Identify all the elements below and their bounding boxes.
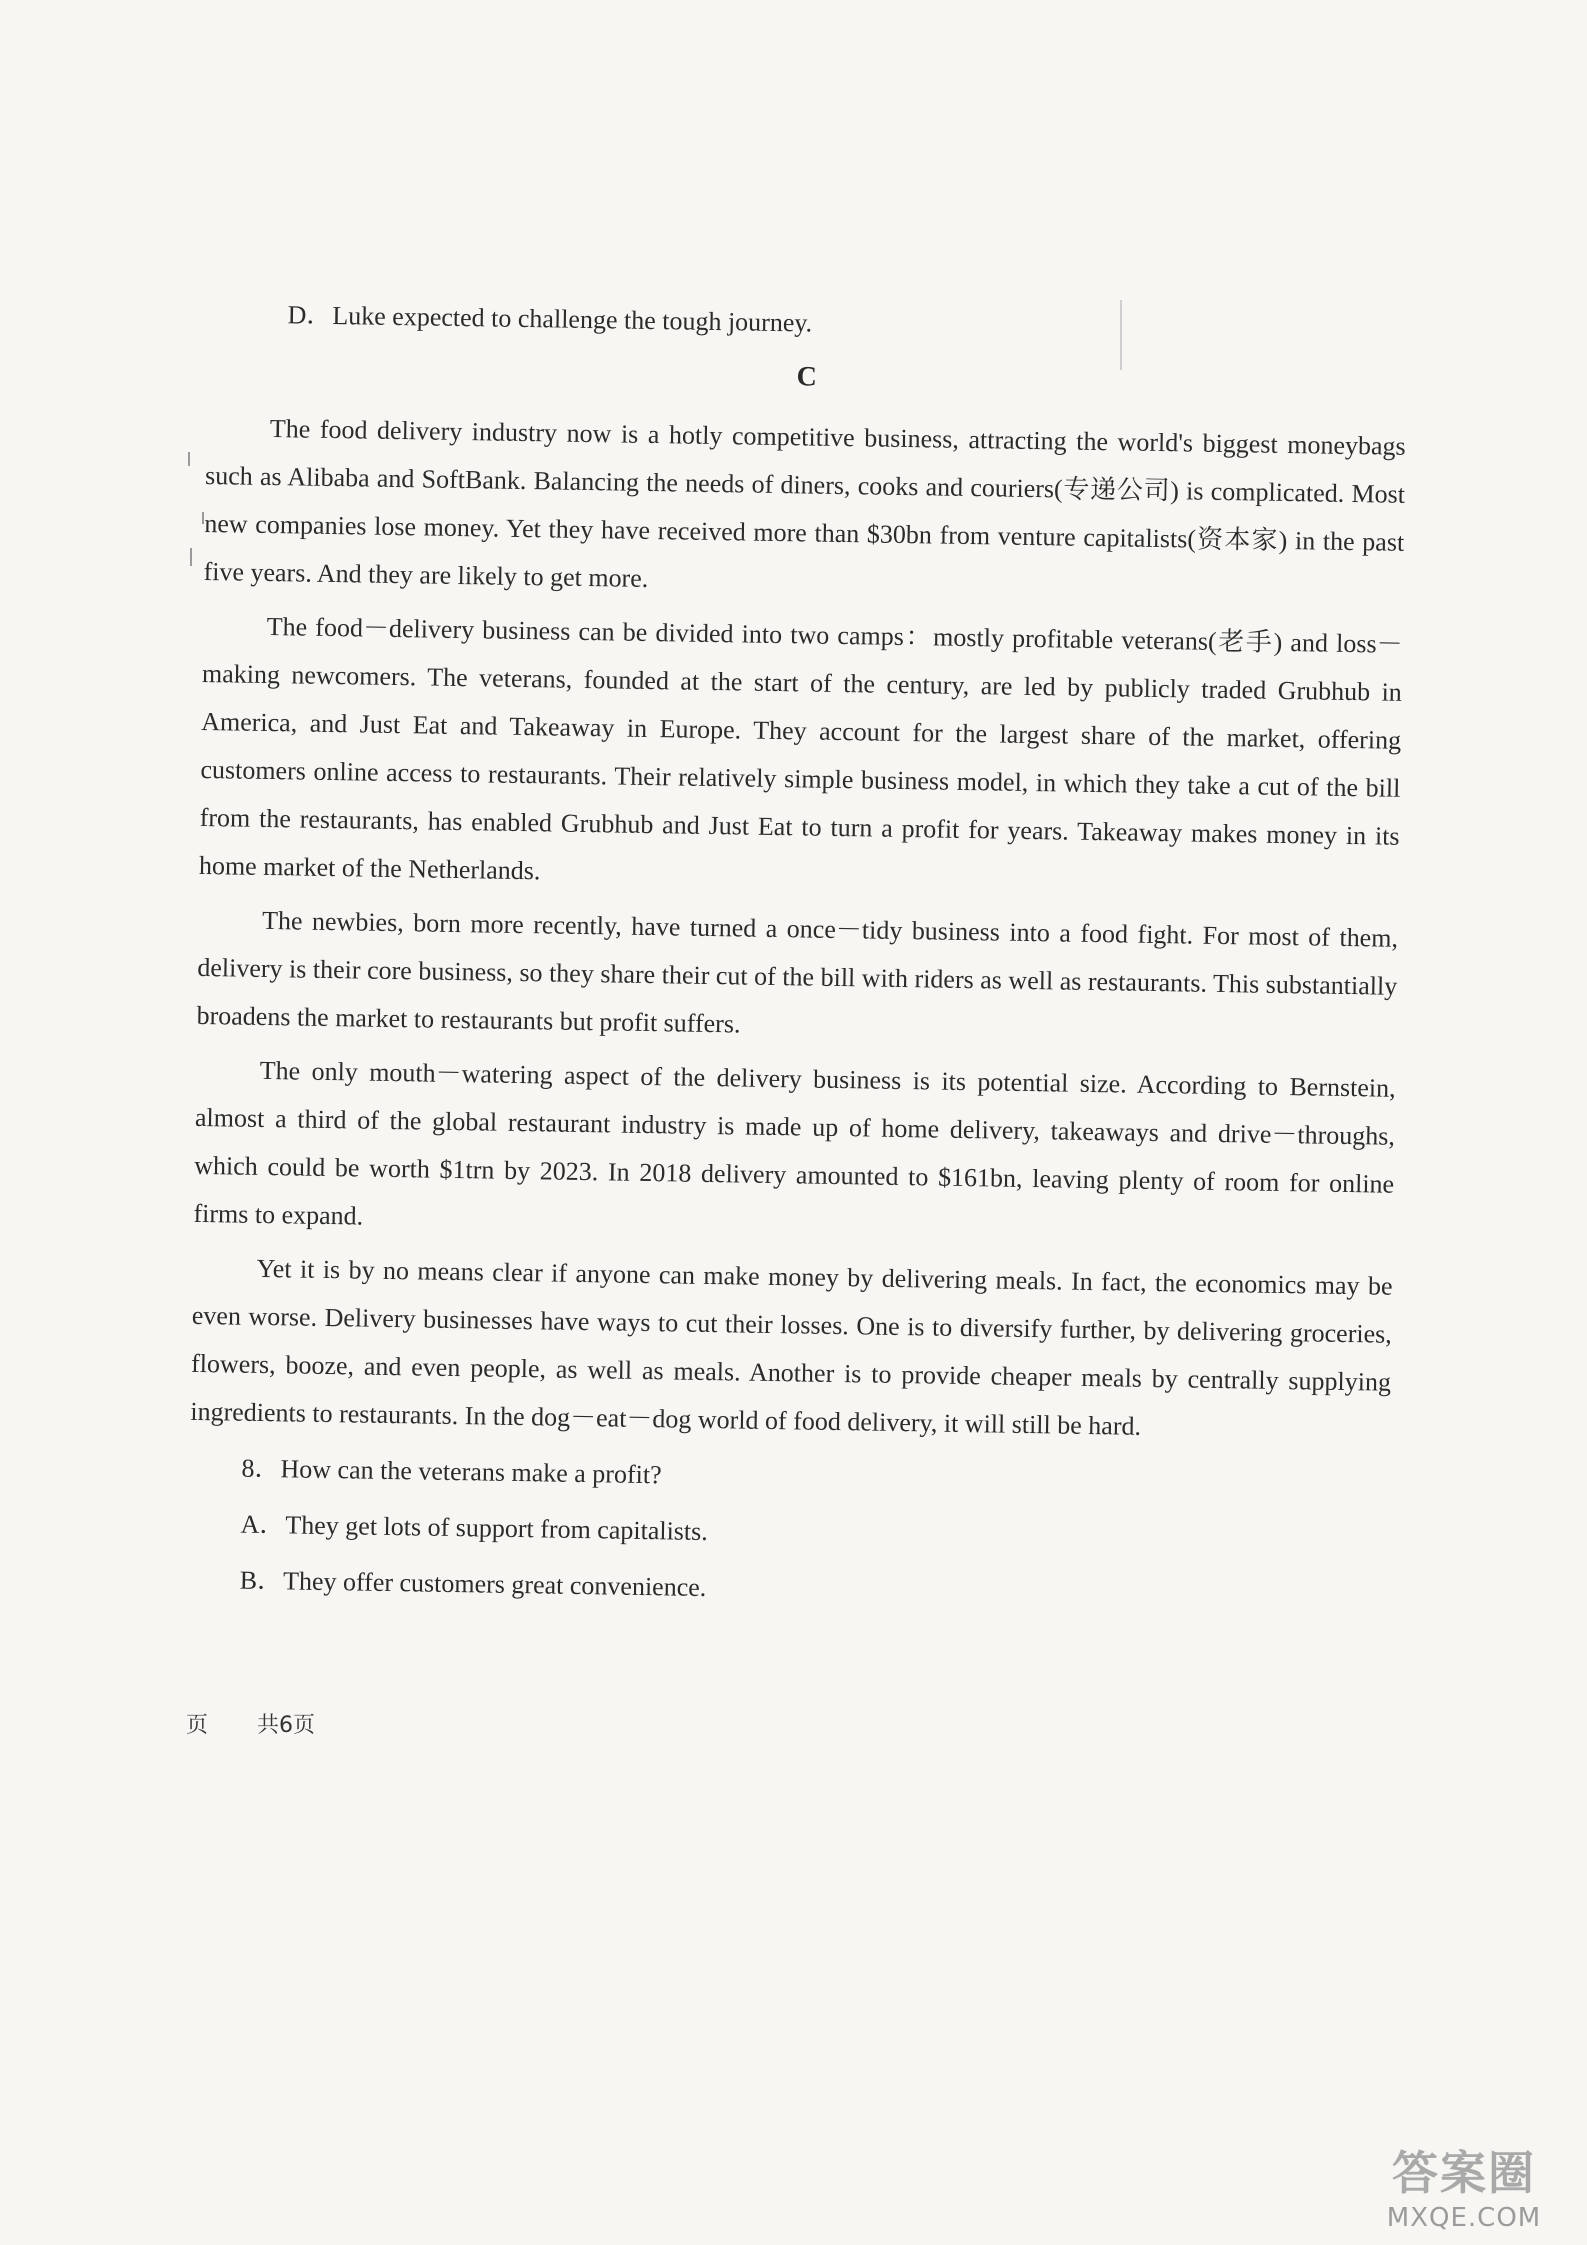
watermark-site: MXQE.COM (1386, 2203, 1542, 2233)
section-label: C (796, 361, 818, 393)
site-watermark (1359, 2137, 1569, 2233)
previous-question-option-d: D．Luke expected to challenge the tough journey. (287, 300, 813, 338)
passage-paragraph: Yet it is by no means clear if anyone can make money by delivering meals. In fact, the economics may be even worse. Delivery businesses have ways to cut their losses. One is to diversify further, by delivering groceries, flowers, booze, and even people, as well as meals. Another is to provide cheaper meals by centrally supplying ingredients to restaurants. In the dog－eat－dog world of food delivery, it will still be hard. (190, 1253, 1393, 1441)
passage-paragraph: The only mouth－watering aspect of the delivery business is its potential size. According to Bernstein, almost a third of the global restaurant industry is made up of home delivery, takeaways and drive－throughs, which could be worth $1trn by 2023. In 2018 delivery amounted to $161bn, leaving plenty of room for online firms to expand. (193, 1055, 1396, 1231)
scan-mark (190, 548, 192, 566)
question-8: 8．How can the veterans make a profit? (241, 1453, 662, 1490)
passage-paragraph: The food－delivery business can be divided into two camps：mostly profitable veterans(老手) and loss－making newcomers. The veterans, founded at the start of the century, are led by publicly traded Grubhub in America, and Just Eat and Takeaway in Europe. They account for the largest share of the market, offering customers online access to restaurants. Their relatively simple business model, in which they take a cut of the bill from the restaurants, has enabled Grubhub and Just Eat to turn a profit for years. Takeaway makes money in its home market of the Netherlands. (198, 611, 1403, 886)
page-footer (186, 1708, 357, 1739)
passage-paragraph: The food delivery industry now is a hotly competitive business, attracting the world's biggest moneybags such as Alibaba and SoftBank. Balancing the needs of diners, cooks and couriers(专递公司) is complicated. Most new companies lose money. Yet they have received more than $30bn from venture capitalists(资本家) in the past five years. And they are likely to get more. (203, 413, 1406, 593)
question-8-option-a: A．They get lots of support from capitalists. (240, 1509, 708, 1547)
watermark-logo: 答案圈 (1392, 2146, 1536, 2200)
scan-mark (188, 452, 190, 466)
question-8-option-b: B．They offer customers great convenience. (239, 1565, 707, 1602)
total-pages: 共6页 (257, 1713, 316, 1738)
page-label: 页 (186, 1713, 209, 1738)
reading-passage (187, 290, 1407, 1623)
passage-paragraph: The newbies, born more recently, have turned a once－tidy business into a food fight. For most of them, delivery is their core business, so they share their cut of the bill with riders as well as restaurants. This substantially broadens the market to restaurants but profit suffers. (196, 905, 1399, 1039)
